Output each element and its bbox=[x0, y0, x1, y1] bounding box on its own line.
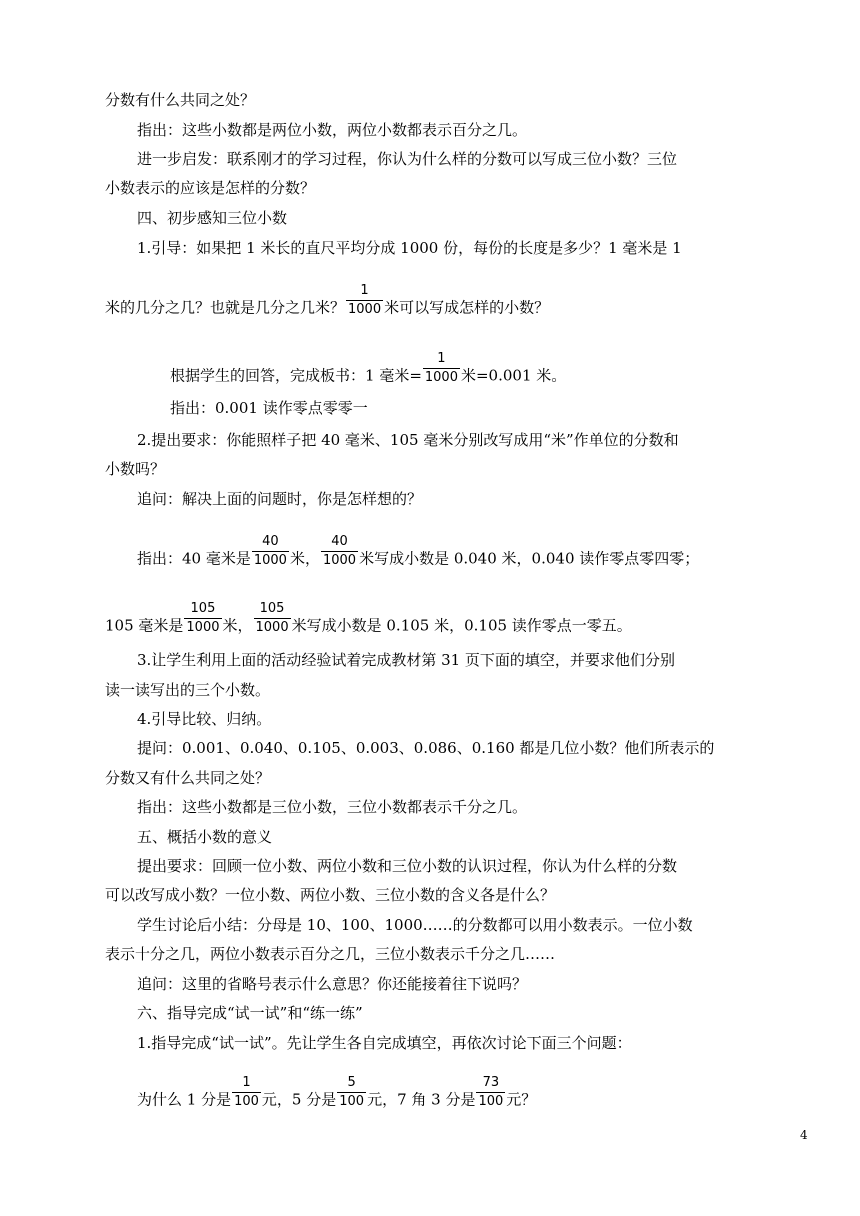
line-text: 1.指导完成“试一试”。先让学生各自完成填空，再依次讨论下面三个问题： bbox=[137, 1034, 632, 1052]
fraction bbox=[184, 602, 221, 635]
line-text: 分数有什么共同之处？ bbox=[105, 91, 256, 109]
text-line bbox=[137, 709, 271, 729]
text-line bbox=[137, 1075, 537, 1117]
fraction bbox=[476, 1076, 505, 1109]
line-text: 4.引导比较、归纳。 bbox=[137, 710, 272, 728]
fraction-denominator: 100 bbox=[478, 1094, 504, 1109]
text-line bbox=[105, 768, 270, 788]
fraction-denominator: 100 bbox=[339, 1094, 365, 1109]
section-heading bbox=[137, 208, 287, 228]
line-text: 表示十分之几，两位小数表示百分之几，三位小数表示千分之几…… bbox=[105, 945, 556, 963]
text-line bbox=[137, 534, 700, 576]
text-line bbox=[105, 459, 165, 479]
line-text: 学生讨论后小结：分母是 10、100、1000……的分数都可以用小数表示。一位小数 bbox=[137, 916, 693, 934]
fraction-denominator: 1000 bbox=[255, 620, 289, 635]
text-line bbox=[137, 1033, 632, 1053]
text-line bbox=[137, 238, 682, 258]
line-text: 可以改写成小数？一位小数、两位小数、三位小数的含义各是什么？ bbox=[105, 886, 556, 904]
text-line bbox=[137, 797, 527, 817]
line-text: 元？ bbox=[506, 1090, 537, 1109]
fraction bbox=[252, 535, 289, 568]
line-text: 指出：这些小数都是两位小数，两位小数都表示百分之几。 bbox=[137, 121, 528, 139]
text-line bbox=[105, 601, 632, 643]
fraction-numerator: 1 bbox=[242, 1075, 251, 1090]
text-line bbox=[105, 90, 255, 110]
fraction-denominator: 1000 bbox=[348, 302, 382, 317]
line-text: 米可以写成怎样的小数？ bbox=[384, 298, 550, 317]
line-text: 2.提出要求：你能照样子把 40 毫米、105 毫米分别改写成用“米”作单位的分数和 bbox=[137, 431, 679, 449]
line-text: 米， bbox=[289, 549, 320, 568]
fraction-numerator: 73 bbox=[482, 1075, 500, 1090]
line-text: 六、指导完成“试一试”和“练一练” bbox=[137, 1004, 363, 1022]
fraction-denominator: 1000 bbox=[253, 553, 287, 568]
text-line bbox=[137, 856, 677, 876]
text-line bbox=[137, 149, 677, 169]
fraction-denominator: 1000 bbox=[186, 620, 220, 635]
text-line bbox=[170, 398, 368, 418]
text-line bbox=[137, 120, 527, 140]
line-text: 小数吗？ bbox=[105, 460, 166, 478]
line-text: 米， bbox=[222, 616, 253, 635]
text-line bbox=[137, 974, 527, 994]
line-text: 五、概括小数的意义 bbox=[137, 828, 273, 846]
fraction bbox=[321, 535, 358, 568]
line-text: 提出要求：回顾一位小数、两位小数和三位小数的认识过程，你认为什么样的分数 bbox=[137, 857, 678, 875]
line-text: 指出：这些小数都是三位小数，三位小数都表示千分之几。 bbox=[137, 798, 528, 816]
line-text: 进一步启发：联系刚才的学习过程，你认为什么样的分数可以写成三位小数？三位 bbox=[137, 150, 678, 168]
line-text: 105 毫米是 bbox=[105, 616, 184, 635]
section-heading bbox=[137, 1003, 363, 1023]
line-text: 米写成小数是 0.105 米，0.105 读作零点一零五。 bbox=[291, 616, 632, 635]
line-text: 追问：解决上面的问题时，你是怎样想的？ bbox=[137, 490, 423, 508]
line-text: 元，7 角 3 分是 bbox=[367, 1090, 476, 1109]
page-number: 4 bbox=[800, 1128, 808, 1142]
line-text: 3.让学生利用上面的活动经验试着完成教材第 31 页下面的填空，并要求他们分别 bbox=[137, 651, 675, 669]
line-text: 分数又有什么共同之处？ bbox=[105, 769, 271, 787]
line-text: 指出：40 毫米是 bbox=[137, 549, 251, 568]
line-text: 米写成小数是 0.040 米，0.040 读作零点零四零； bbox=[359, 549, 700, 568]
fraction-numerator: 105 bbox=[190, 601, 216, 616]
text-line bbox=[105, 283, 550, 325]
text-line bbox=[137, 489, 422, 509]
line-text: 四、初步感知三位小数 bbox=[137, 209, 288, 227]
text-line bbox=[105, 885, 555, 905]
fraction bbox=[232, 1076, 261, 1109]
text-line bbox=[137, 430, 679, 450]
line-text: 元，5 分是 bbox=[261, 1090, 337, 1109]
fraction bbox=[423, 352, 460, 385]
fraction-numerator: 40 bbox=[262, 534, 279, 549]
text-line bbox=[137, 738, 714, 758]
line-text: 米=0.001 米。 bbox=[460, 366, 567, 385]
fraction-numerator: 1 bbox=[360, 283, 369, 298]
line-text: 为什么 1 分是 bbox=[137, 1090, 232, 1109]
text-line bbox=[137, 915, 693, 935]
fraction-denominator: 1000 bbox=[424, 370, 458, 385]
fraction bbox=[254, 602, 291, 635]
fraction-denominator: 1000 bbox=[322, 553, 357, 568]
fraction-denominator: 100 bbox=[234, 1094, 259, 1109]
line-text: 提问：0.001、0.040、0.105、0.003、0.086、0.160 都是几位小数？他们所表示的 bbox=[137, 739, 715, 757]
text-line bbox=[105, 680, 270, 700]
line-text: 指出：0.001 读作零点零零一 bbox=[170, 399, 368, 417]
line-text: 小数表示的应该是怎样的分数？ bbox=[105, 179, 316, 197]
fraction-numerator: 105 bbox=[259, 601, 285, 616]
fraction-numerator: 40 bbox=[331, 534, 348, 549]
line-text: 米的几分之几？也就是几分之几米？ bbox=[105, 298, 346, 317]
fraction-numerator: 1 bbox=[437, 351, 446, 366]
line-text: 1.引导：如果把 1 米长的直尺平均分成 1000 份，每份的长度是多少？1 毫米是 1 bbox=[137, 239, 682, 257]
text-line bbox=[105, 178, 315, 198]
fraction-numerator: 5 bbox=[347, 1075, 356, 1090]
fraction bbox=[346, 284, 383, 317]
section-heading bbox=[137, 827, 272, 847]
fraction bbox=[337, 1076, 366, 1109]
text-line bbox=[105, 944, 555, 964]
line-text: 根据学生的回答，完成板书：1 毫米= bbox=[170, 366, 422, 385]
text-line bbox=[137, 650, 675, 670]
text-line bbox=[170, 351, 567, 393]
line-text: 读一读写出的三个小数。 bbox=[105, 681, 271, 699]
line-text: 追问：这里的省略号表示什么意思？你还能接着往下说吗？ bbox=[137, 975, 528, 993]
